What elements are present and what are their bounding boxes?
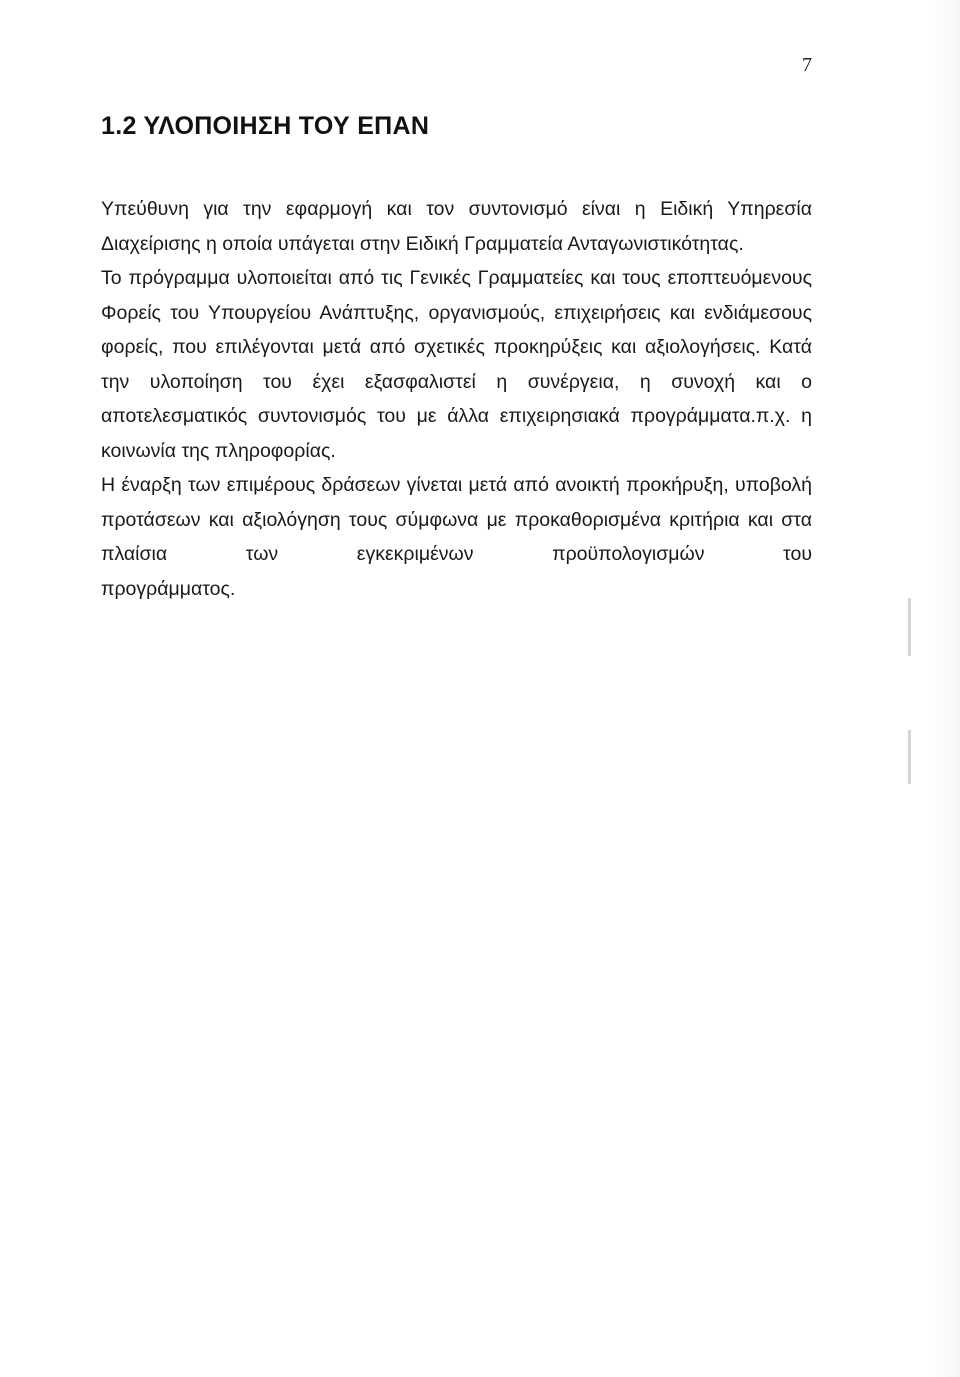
paragraph-implementation: Το πρόγραμμα υλοποιείται από τις Γενικές Γραμματείες και τους εποπτευόμενους Φορείς του Υπουργείου Ανάπτυξης, οργανισμούς, επιχειρήσεις και ενδιάμεσους φορείς, που επιλέγονται μετά από σχετικές προκηρύξεις και αξιολογήσεις. Κατά την υλοποίηση του έχει εξασφαλιστεί η συνέργεια, η συνοχή και ο αποτελεσματικός συντονισμός του με άλλα επιχειρησιακά προγράμματα.π.χ. η κοινωνία της πληροφορίας. [101,267,812,462]
scan-margin-mark [908,730,911,784]
scan-edge-shadow [930,0,960,1377]
paragraph-actions-start-end: προγράμματος. [101,577,236,600]
section-title: 1.2 ΥΛΟΠΟΙΗΣΗ ΤΟΥ ΕΠΑΝ [101,112,430,140]
paragraph-responsible-authority: Υπεύθυνη για την εφαρμογή και τον συντονισμό είναι η Ειδική Υπηρεσία Διαχείρισης η οποία υπάγεται στην Ειδική Γραμματεία Ανταγωνιστικότητας. [101,198,812,255]
scan-margin-mark [908,598,911,656]
paragraph-actions-start: Η έναρξη των επιμέρους δράσεων γίνεται μετά από ανοικτή προκήρυξη, υποβολή προτάσεων και αξιολόγηση τους σύμφωνα με προκαθορισμένα κριτήρια και στα πλαίσια των εγκεκριμένων προϋπολογισμών του [101,474,812,565]
page-number: 7 [802,54,812,76]
body-text [101,192,812,606]
